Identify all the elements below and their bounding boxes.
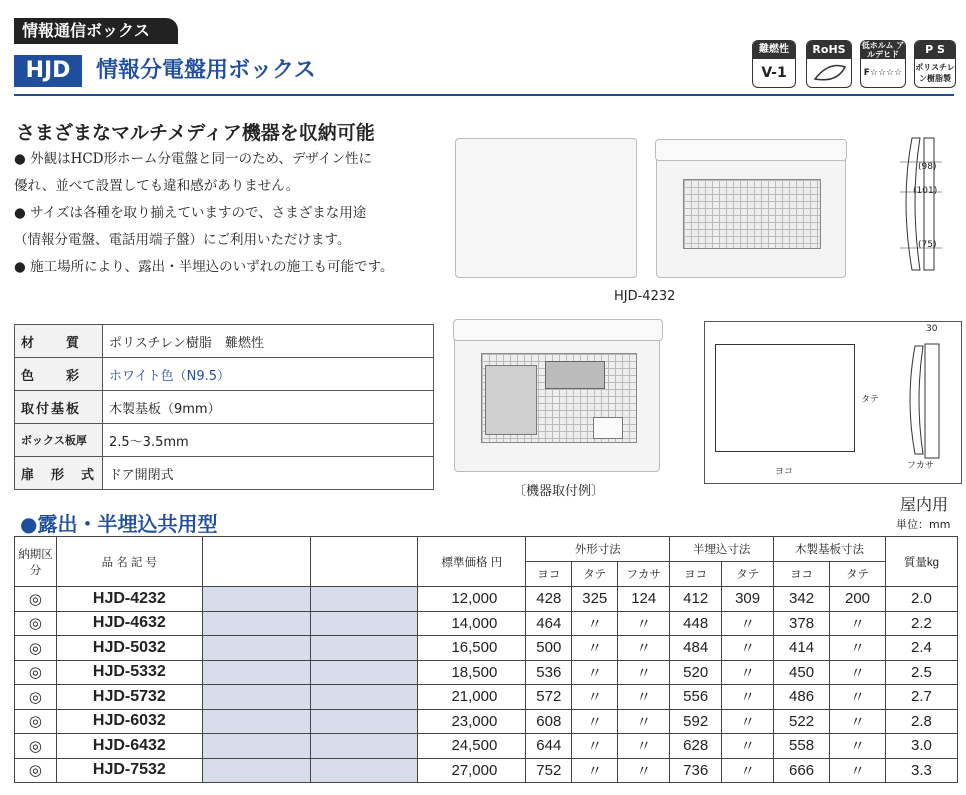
table-row: ◎ HJD-4232 12,000 428 325 124 412 309 342 200 2.0 [15,587,958,612]
spec-row: 扉 形 式 ドア開閉式 [15,457,434,490]
header-name: 品 名 記 号 [56,537,202,587]
header-outer: 外形寸法 [526,537,670,562]
page-title: 情報分電盤用ボックス [96,58,316,83]
leaf-icon [807,59,851,87]
polystyrene-badge: P S ポリスチレン樹脂製 [914,40,956,88]
table-row: ◎ HJD-5032 16,500 500 〃 〃 484 〃 414 〃 2.4 [15,636,958,661]
spec-row: 材 質 ポリスチレン樹脂 難燃性 [15,325,434,358]
flame-retardant-badge: 難燃性 V-1 [752,40,796,88]
product-table: 納期区分 品 名 記 号 標準価格 円 外形寸法 半埋込寸法 木製基板寸法 質量kg ヨコ タテ フカサ ヨコ タテ ヨコ タテ ◎ HJD-4232 12,000 428 325 124 412 309 342 200 2.0 ◎ HJD-4632 14,000 464 〃 〃 448 〃 378 〃 2.2 ◎ HJD-5032 16,500 500 〃 〃 484 〃 414 〃 2.4 ◎ HJD-5332 18,500 536 〃 〃 520 〃 450 〃 2.5 ◎ HJD-5732 21,000 572 〃 〃 556 〃 486 〃 2.7 ◎ HJD-6032 23,000 608 〃 〃 592 〃 522 〃 2.8 ◎ HJD-6432 24,500 644 〃 〃 628 〃 558 〃 3.0 ◎ HJD-7532 27,000 752 〃 〃 736 〃 666 〃 3.3 [14,536,958,783]
header-price: 標準価格 円 [418,537,526,587]
table-row: ◎ HJD-5732 21,000 572 〃 〃 556 〃 486 〃 2.7 [15,685,958,710]
header-semi: 半埋込寸法 [670,537,774,562]
mounting-example-image [454,320,660,472]
open-box-image [656,140,846,278]
indoor-label: 屋内用 [900,495,949,514]
feature-line: 優れ、並べて設置しても違和感がありません。 [14,178,300,194]
table-row: ◎ HJD-4632 14,000 464 〃 〃 448 〃 378 〃 2.2 [15,611,958,636]
dimension-label: (98) [918,162,937,172]
low-formaldehyde-badge: 低ホルム アルデヒド F☆☆☆☆ [860,40,906,88]
table-row: ◎ HJD-5332 18,500 536 〃 〃 520 〃 450 〃 2.5 [15,660,958,685]
header-kubun: 納期区分 [15,537,57,587]
rohs-badge: RoHS [806,40,852,88]
spec-row: 色 彩 ホワイト色（N9.5） [15,358,434,391]
dimension-drawing: ヨコ タテ 30 フカサ [704,321,962,484]
spec-row: 取付基板 木製基板（9mm） [15,391,434,424]
category-tag: 情報通信ボックス [14,18,178,44]
mounting-caption: 〔機器取付例〕 [513,484,605,499]
table-row: ◎ HJD-6432 24,500 644 〃 〃 628 〃 558 〃 3.0 [15,734,958,759]
side-profile-drawing [890,130,960,280]
unit-label: 単位：mm [896,518,951,531]
model-code: HJD [14,55,82,87]
feature-line: ● 外観はHCD形ホーム分電盤と同一のため、デザイン性に [14,151,373,167]
feature-line: ● サイズは各種を取り揃えていますので、さまざまな用途 [14,205,367,221]
header-divider [14,94,954,96]
feature-list [14,146,444,281]
closed-box-image [455,138,637,278]
dimension-label: (75) [918,240,937,250]
feature-line: ● 施工場所により、露出・半埋込のいずれの施工も可能です。 [14,259,394,275]
section-title: ●露出・半埋込共用型 [20,512,218,536]
spec-row: ボックス板厚 2.5〜3.5mm [15,424,434,457]
dimension-label: (101) [913,186,938,196]
intro-heading: さまざまなマルチメディア機器を収納可能 [16,122,375,144]
feature-line: （情報分電盤、電話用端子盤）にご利用いただけます。 [14,232,351,248]
table-row: ◎ HJD-6032 23,000 608 〃 〃 592 〃 522 〃 2.8 [15,709,958,734]
spec-table [14,324,434,490]
image-caption: HJD-4232 [614,289,676,304]
table-row: ◎ HJD-7532 27,000 752 〃 〃 736 〃 666 〃 3.3 [15,758,958,783]
header-board: 木製基板寸法 [774,537,886,562]
header-mass: 質量kg [885,537,957,587]
